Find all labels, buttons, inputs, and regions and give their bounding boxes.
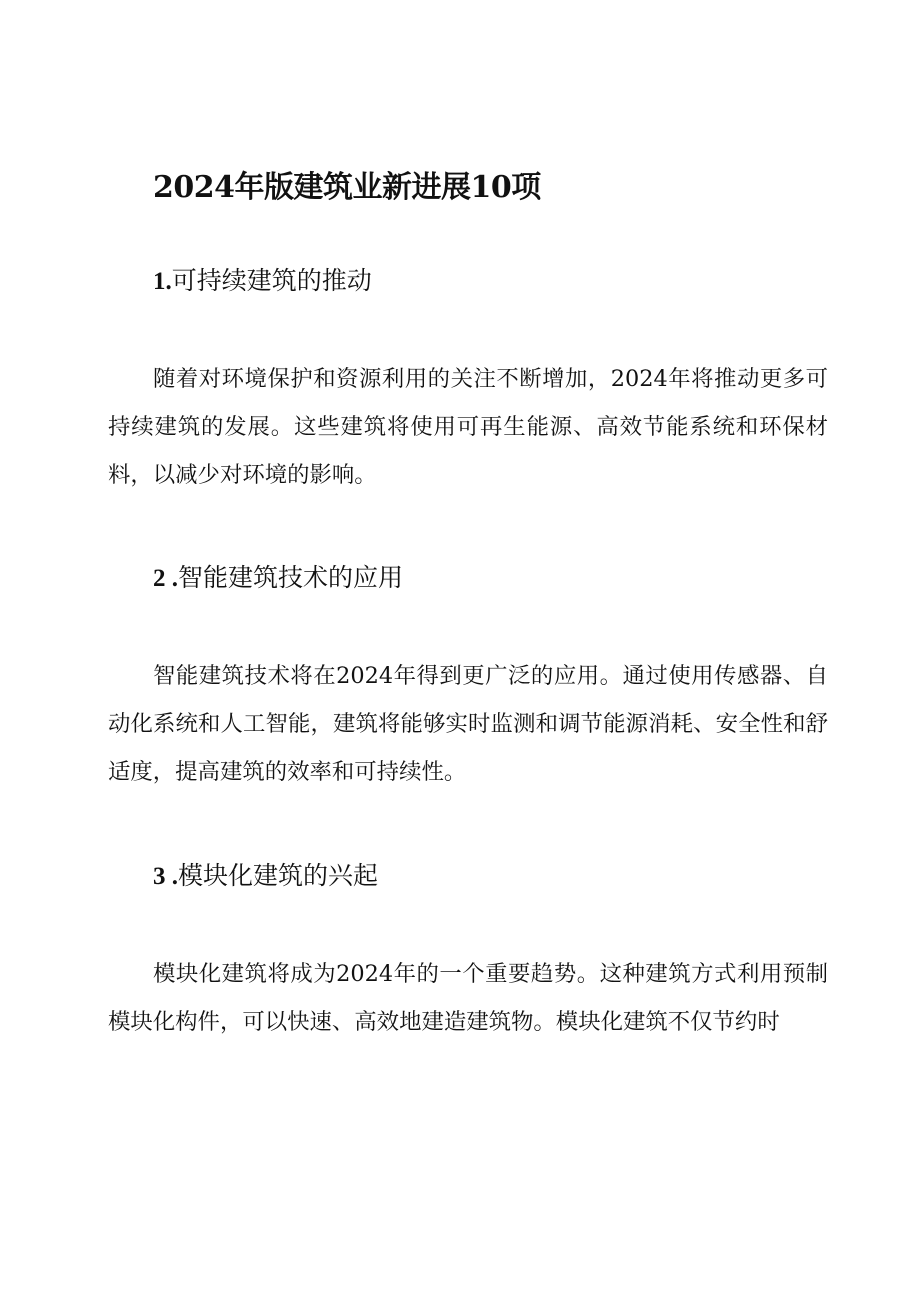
section-heading-smart-building xyxy=(153,560,403,597)
section-number: 3 . xyxy=(153,863,178,890)
section-heading-text: 模块化建筑的兴起 xyxy=(178,861,379,890)
section-paragraph-modular-building: 模块化建筑将成为2024年的一个重要趋势。这种建筑方式利用预制模块化构件，可以快速、高效地建造建筑物。模块化建筑不仅节约时 xyxy=(108,961,828,1035)
section-number: 2 . xyxy=(153,565,178,592)
document-title: 2024年版建筑业新进展10项 xyxy=(153,170,541,205)
section-heading-modular-building xyxy=(153,858,378,895)
section-number: 1. xyxy=(153,268,172,295)
section-paragraph-smart-building: 智能建筑技术将在2024年得到更广泛的应用。通过使用传感器、自动化系统和人工智能，建筑将能够实时监测和调节能源消耗、安全性和舒适度，提高建筑的效率和可持续性。 xyxy=(108,663,828,785)
section-heading-text: 智能建筑技术的应用 xyxy=(178,563,404,592)
section-heading-text: 可持续建筑的推动 xyxy=(171,266,372,295)
section-paragraph-sustainable-building: 随着对环境保护和资源利用的关注不断增加，2024年将推动更多可持续建筑的发展。这些建筑将使用可再生能源、高效节能系统和环保材料，以减少对环境的影响。 xyxy=(108,366,828,488)
section-heading-sustainable-building xyxy=(153,263,372,300)
